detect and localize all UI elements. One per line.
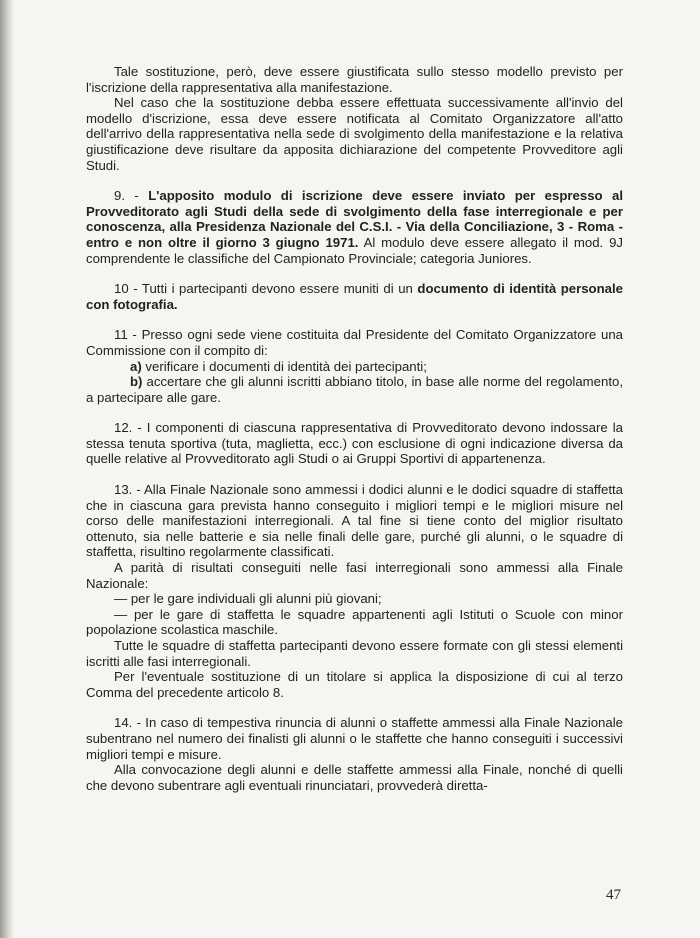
article-13: 13. - Alla Finale Nazionale sono ammessi i dodici alunni e le dodici squadre di staffetta che in ciascuna gara prevista hanno conseguito i migliori tempi e le migliori misure nel corso delle manifestazioni interregionali. A tal fine si tiene conto del miglior risultato ottenuto, sia nelle batterie e sia nelle finali delle gare, purché gli alunni, o le squadre di staffetta, risultino regolarmente classificati.	[86, 482, 623, 560]
article-10-text: 10 - Tutti i partecipanti devono essere muniti di un	[114, 281, 418, 297]
page-body	[86, 64, 623, 793]
article-10-bold-text: documento di identità personale con fotografia.	[86, 281, 624, 312]
article-10	[86, 281, 623, 312]
article-9	[86, 188, 623, 266]
item-b-label: b)	[130, 374, 143, 390]
paragraph-substitution-justification: Tale sostituzione, però, deve essere giustificata sullo stesso modello previsto per l'iscrizione della rappresentativa alla manifestazione.	[86, 64, 623, 95]
article-11-item-b	[86, 374, 623, 405]
article-14: 14. - In caso di tempestiva rinuncia di alunni o staffette ammessi alla Finale Nazionale subentrano nel numero dei finalisti gli alunni o le staffette che hanno conseguiti i successivi migliori tempi e misure.	[86, 715, 623, 762]
article-12: 12. - I componenti di ciascuna rappresentativa di Provveditorato devono indossare la stessa tenuta sportiva (tuta, maglietta, ecc.) con esclusione di ogni indicazione diversa da quelle relative al Provveditorato agli Studi o ai Gruppi Sportivi di appartenenza.	[86, 420, 623, 467]
item-a-text: verificare i documenti di identità dei partecipanti;	[141, 358, 427, 374]
article-11-item-a	[86, 359, 623, 375]
book-binding-shadow	[0, 0, 14, 938]
article-9-number: 9. -	[114, 188, 149, 204]
article-13-team-composition: Tutte le squadre di staffetta partecipanti devono essere formate con gli stessi elementi iscritti alle fasi interregionali.	[86, 638, 623, 669]
article-13-relay-rule: — per le gare di staffetta le squadre appartenenti agli Istituti o Scuole con minor popolazione scolastica maschile.	[86, 606, 623, 638]
item-b-text: accertare che gli alunni iscritti abbiano titolo, in base alle norme del regolamento, a partecipare alle gare.	[86, 374, 623, 405]
article-9-bold-text: L'apposito modulo di iscrizione deve essere inviato per espresso al Provveditorato agli Studi della sede di svolgimento della fase interregionale e per conoscenza, alla Presidenza Nazionale del C.S.I. - Via della Conciliazione, 3 - Roma - entro e non oltre il giorno 3 giugno 1971.	[86, 188, 623, 250]
page-number: 47	[606, 887, 621, 903]
item-a-label: a)	[130, 358, 142, 374]
article-9-rest: Al modulo deve essere allegato il mod. 9J comprendente le classifiche del Campionato Provinciale; categoria Juniores.	[86, 234, 623, 266]
article-11: 11 - Presso ogni sede viene costituita dal Presidente del Comitato Organizzatore una Commissione con il compito di:	[86, 327, 623, 358]
paragraph-substitution-notification: Nel caso che la sostituzione debba essere effettuata successivamente all'invio del modello d'iscrizione, essa deve essere notificata al Comitato Organizzatore all'atto dell'arrivo della rappresentativa nella sede di svolgimento della manifestazione e la relativa giustificazione deve risultare da apposita dichiarazione del competente Provveditore agli Studi.	[86, 95, 623, 173]
article-13-tie-rule: A parità di risultati conseguiti nelle fasi interregionali sono ammessi alla Finale Nazionale:	[86, 560, 623, 591]
article-14-convocation: Alla convocazione degli alunni e delle staffette ammessi alla Finale, nonché di quelli che devono subentrare agli eventuali rinunciatari, provvederà diretta-	[86, 762, 623, 793]
article-13-individual-rule: — per le gare individuali gli alunni più giovani;	[114, 591, 382, 607]
article-13-substitution: Per l'eventuale sostituzione di un titolare si applica la disposizione di cui al terzo Comma del precedente articolo 8.	[86, 669, 623, 700]
